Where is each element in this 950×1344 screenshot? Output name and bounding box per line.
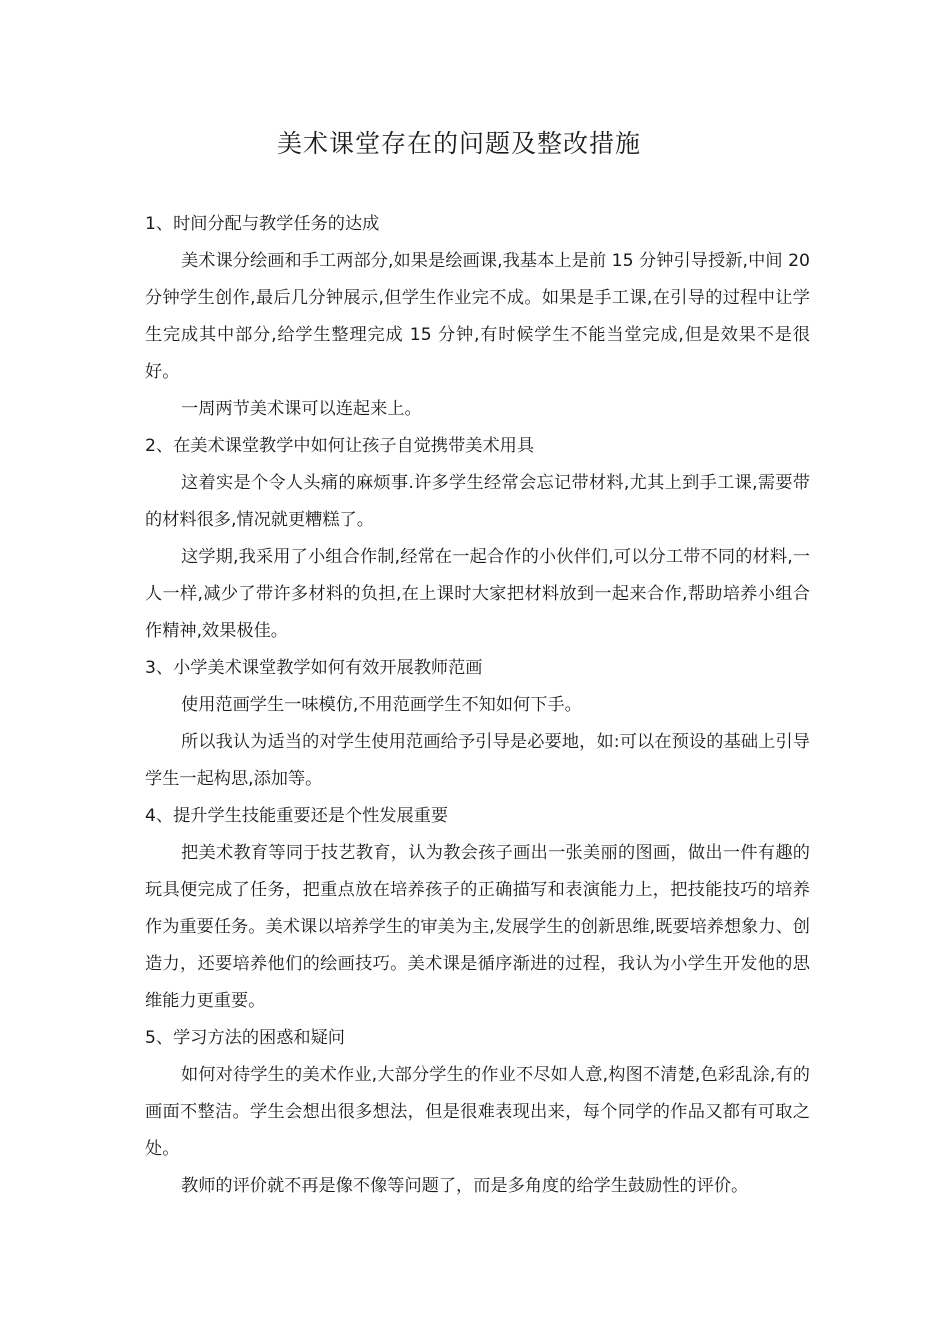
paragraph: 所以我认为适当的对学生使用范画给予引导是必要地，如:可以在预设的基础上引导学生一起构思,添加等。 (145, 732, 810, 789)
paragraph: 如何对待学生的美术作业,大部分学生的作业不尽如人意,构图不清楚,色彩乱涂,有的画面不整洁。学生会想出很多想法，但是很难表现出来，每个同学的作品又都有可取之处。 (145, 1065, 810, 1159)
paragraph: 使用范画学生一味模仿,不用范画学生不知如何下手。 (181, 695, 582, 715)
section-heading-5: 5、学习方法的困惑和疑问 (145, 1028, 345, 1048)
section-heading-4: 4、提升学生技能重要还是个性发展重要 (145, 806, 449, 826)
section-heading-1: 1、时间分配与教学任务的达成 (145, 214, 380, 234)
paragraph: 这着实是个令人头痛的麻烦事.许多学生经常会忘记带材料,尤其上到手工课,需要带的材料很多,情况就更糟糕了。 (145, 473, 810, 530)
document-title: 美术课堂存在的问题及整改措施 (276, 129, 641, 158)
paragraph: 一周两节美术课可以连起来上。 (181, 399, 422, 419)
paragraph: 把美术教育等同于技艺教育，认为教会孩子画出一张美丽的图画，做出一件有趣的玩具便完成了任务，把重点放在培养孩子的正确描写和表演能力上，把技能技巧的培养作为重要任务。美术课以培养学生的审美为主,发展学生的创新思维,既要培养想象力、创造力，还要培养他们的绘画技巧。美术课是循序渐进的过程，我认为小学生开发他的思维能力更重要。 (145, 843, 810, 1011)
section-heading-2: 2、在美术课堂教学中如何让孩子自觉携带美术用具 (145, 436, 535, 456)
document-body (145, 206, 810, 1205)
paragraph: 教师的评价就不再是像不像等问题了，而是多角度的给学生鼓励性的评价。 (181, 1176, 749, 1196)
paragraph: 这学期,我采用了小组合作制,经常在一起合作的小伙伴们,可以分工带不同的材料,一人一样,减少了带许多材料的负担,在上课时大家把材料放到一起来合作,帮助培养小组合作精神,效果极佳。 (145, 547, 810, 641)
paragraph: 美术课分绘画和手工两部分,如果是绘画课,我基本上是前 15 分钟引导授新,中间 20 分钟学生创作,最后几分钟展示,但学生作业完不成。如果是手工课,在引导的过程中让学生完成其中部分,给学生整理完成 15 分钟,有时候学生不能当堂完成,但是效果不是很好。 (145, 251, 810, 382)
section-heading-3: 3、小学美术课堂教学如何有效开展教师范画 (145, 658, 483, 678)
